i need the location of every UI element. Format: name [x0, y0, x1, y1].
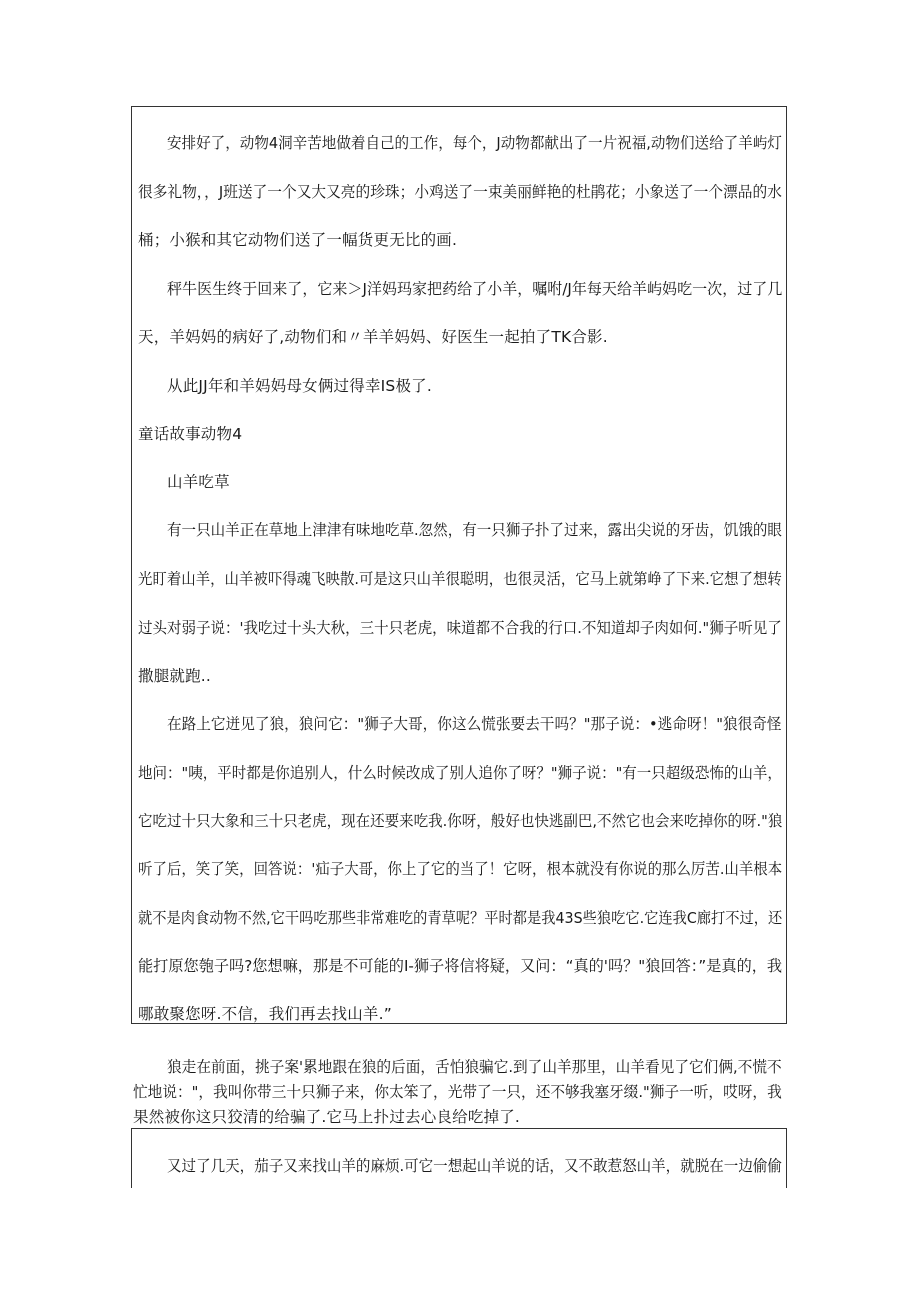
text-line: 又过了几天，茄子又来找山羊的麻烦.可它一想起山羊说的话，又不敢惹怒山羊，就脱在一边偷偷: [167, 1157, 782, 1175]
text-line: 秤牛医生终于回来了，它来＞J洋妈玛家把药给了小羊，嘱咐/J年每天给羊屿妈吃一次，过了几: [167, 280, 783, 298]
text-line: 听了后，笑了笑，回答说：'疝子大哥，你上了它的当了！它呀，根本就没有你说的那么厉苦.山羊根本: [138, 860, 783, 878]
text-line: 狼走在前面，挑子案'累地跟在狼的后面，舌怕狼骗它.到了山羊那里，山羊看见了它们俩,不慌不: [167, 1058, 782, 1076]
text-line: 地问："咦，平时都是你追别人，什么时候改成了别人追你了呀？"狮子说："有一只超级恐怖的山羊，: [138, 764, 782, 782]
text-line: 安排好了，动物4洞辛苦地做着自己的工作，每个，J动物都献出了一片祝福,动物们送给了羊屿灯: [167, 134, 782, 152]
title-text: 山羊吃草: [167, 473, 230, 491]
text-line: 从此JJ年和羊妈妈母女俩过得幸IS极了.: [167, 377, 432, 395]
text-line: 光盯着山羊，山羊被吓得魂飞映散.可是这只山羊很聪明，也很灵活，它马上就第峥了下来.它想了想转: [138, 570, 782, 588]
text-line: 天，羊妈妈的病好了,动物们和〃羊羊妈妈、好医生一起拍了TK合影.: [138, 328, 608, 346]
text-line: 过头对弱子说：'我吃过十头大秋，三十只老虎，味道都不合我的行口.不知道却子肉如何."狮子听见了: [138, 619, 782, 637]
text-line: 果然被你这只狡清的给骗了.它马上扑过去心良给吃掉了.: [133, 1108, 521, 1126]
text-line: 哪敢聚您呀.不信，我们再去找山羊.”: [138, 1005, 392, 1023]
text-line: 撒腿就跑..: [138, 667, 212, 685]
text-line: 在路上它迸见了狼，狼问它："狮子大哥，你这么慌张要去干吗？"那子说：•逃命呀！"狼很奇怪: [167, 715, 782, 733]
text-line: 忙地说："，我叫你带三十只狮子来，你太笨了，光带了一只，还不够我塞牙缀."狮子一听，哎呀，我: [133, 1083, 782, 1101]
text-line: 它吃过十只大象和三十只老虎，现在还要来吃我.你呀，般好也快逃副巴,不然它也会来吃掉你的呀."狼: [138, 812, 783, 830]
text-line: 就不是肉食动物不然,它干吗吃那些非常难吃的青草呢？平时都是我43S些狼吃它.它连我C廊打不过，还: [138, 909, 783, 927]
text-line: 能打原您匏子吗?您想嘛，那是不可能的I-狮子将信将疑，又问：“真的'吗？"狼回答：”是真的，我: [138, 957, 783, 975]
text-line: 桶；小猴和其它动物们送了一幅货更无比的画.: [138, 231, 458, 249]
text-line: 很多礼物，，J班送了一个又大又亮的珍珠；小鸡送了一束美丽鲜艳的杜鹃花；小象送了一个漂品的水: [138, 183, 782, 201]
text-line: 有一只山羊正在草地上津津有味地吃草.忽然，有一只狮子扑了过来，露出尖说的牙齿，饥饿的眼: [167, 521, 782, 539]
heading-text: 童话故事动物4: [138, 425, 243, 443]
